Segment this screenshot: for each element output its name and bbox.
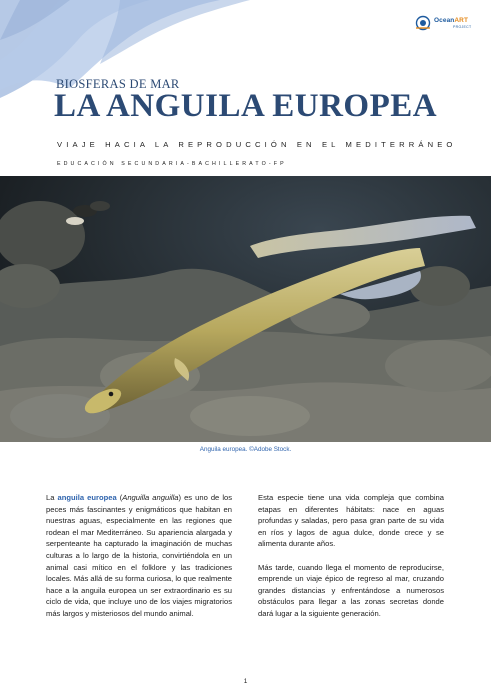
logo-subtitle: PROJECT [453,25,472,29]
body-column-left [46,492,232,620]
eel-photo [0,176,491,442]
photo-caption: Anguila europea. ©Adobe Stock. [199,446,292,453]
series-label: BIOSFERAS DE MAR [56,77,180,91]
migration-paragraph: Más tarde, cuando llega el momento de reproducirse, emprende un viaje épico de regreso al mar, cruzando grandes distancias y enfrentándose a numerosos obstáculos para llegar a las zonas secretas donde dará lugar a la siguiente generación. [258,562,444,618]
page-number: 1 [243,678,248,685]
life-cycle-paragraph: Esta especie tiene una vida compleja que combina etapas en diferentes hábitats: nace en aguas profundas y saladas, pero pasa gran parte de su vida en ríos y lagos de agua dulce, donde crece y se alimenta durante años. [258,493,444,549]
highlight-common-name: anguila europea [57,493,117,502]
page-title: LA ANGUILA EUROPEA [54,88,438,124]
intro-paragraph: La anguila europea (Anguilla anguilla) es uno de los peces más fascinantes y enigmáticos que habitan en nuestras aguas, especialmente en las regiones que rodean el mar Mediterráneo. Su apariencia alargada y serpenteante ha capturado la imaginación de muchas culturas a lo largo de la historia, convirtiéndola en un animal casi mítico en el folklore y las tradiciones locales. Más allá de su forma curiosa, lo que realmente hace a la anguila europea un ser extraordinario es su ciclo de vida, que incluye uno de los viajes migratorios más largos y misteriosos del mundo animal. [46,493,233,618]
logo-wordmark: OceanART [434,17,469,24]
body-column-right [258,492,444,620]
eel-photo-illustration [0,176,491,442]
ocean-art-project-logo [414,14,476,34]
page-subtitle: VIAJE HACIA LA REPRODUCCIÓN EN EL MEDITERRÁNEO [57,140,457,149]
species-scientific-name: Anguilla anguilla [122,493,179,502]
education-level: EDUCACIÓN SECUNDARIA-BACHILLERATO-FP [57,161,287,167]
diver-helmet-icon [414,14,432,32]
